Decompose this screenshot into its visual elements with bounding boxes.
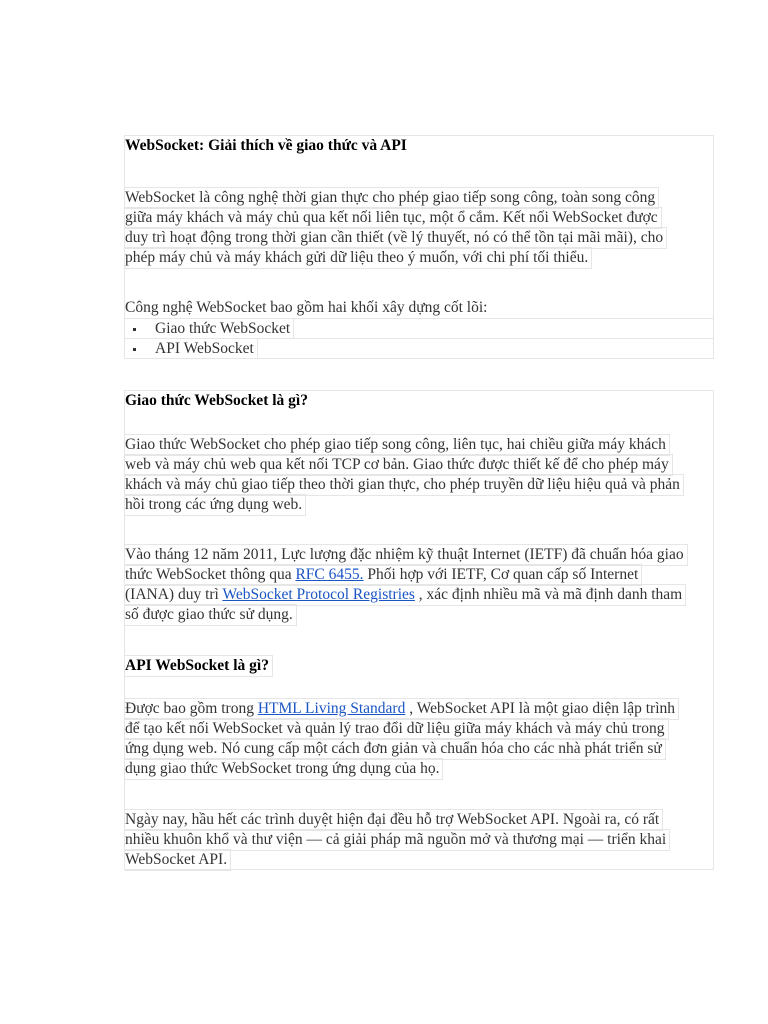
- list-item-label: Giao thức WebSocket: [155, 319, 294, 339]
- core-components-intro: Công nghệ WebSocket bao gồm hai khối xây dựng cốt lõi:: [125, 299, 488, 316]
- bullet-icon: [133, 328, 136, 331]
- api-paragraph-line-1: [125, 698, 679, 720]
- api-line-1-prefix: Được bao gồm trong: [125, 700, 258, 717]
- heading-websocket-intro: WebSocket: Giải thích về giao thức và API: [125, 137, 407, 154]
- ietf-paragraph-line-1: Vào tháng 12 năm 2011, Lực lượng đặc nhiệm kỹ thuật Internet (IETF) đã chuẩn hóa giao: [125, 544, 688, 566]
- support-paragraph-line-1: Ngày nay, hầu hết các trình duyệt hiện đại đều hỗ trợ WebSocket API. Ngoài ra, có rất: [125, 809, 663, 831]
- protocol-paragraph-line-4: hồi trong các ứng dụng web.: [125, 494, 306, 516]
- api-line-1-suffix: , WebSocket API là một giao diện lập trình: [405, 700, 676, 717]
- api-paragraph-line-2: để tạo kết nối WebSocket và quản lý trao đổi dữ liệu giữa máy khách và máy chủ trong: [125, 718, 669, 740]
- ietf-line-2-prefix: thức WebSocket thông qua: [125, 566, 296, 583]
- protocol-paragraph-line-3: khách và máy chủ giao tiếp theo thời gian thực, cho phép truyền dữ liệu hiệu quả và phản: [125, 474, 684, 496]
- list-item: [125, 318, 713, 339]
- intro-paragraph-line-2: giữa máy khách và máy chủ qua kết nối liên tục, một ổ cắm. Kết nối WebSocket được: [125, 207, 662, 229]
- intro-paragraph-line-4: phép máy chủ và máy khách gửi dữ liệu theo ý muốn, với chi phí tối thiểu.: [125, 247, 592, 269]
- ietf-paragraph-line-2: [125, 564, 642, 586]
- intro-paragraph-line-1: WebSocket là công nghệ thời gian thực cho phép giao tiếp song công, toàn song công: [125, 187, 659, 209]
- support-paragraph-line-2: nhiều khuôn khổ và thư viện — cả giải pháp mã nguồn mở và thương mại — triển khai: [125, 829, 670, 851]
- protocol-paragraph-line-1: Giao thức WebSocket cho phép giao tiếp song công, liên tục, hai chiều giữa máy khách: [125, 434, 670, 456]
- ietf-line-2-suffix: Phối hợp với IETF, Cơ quan cấp số Internet: [363, 566, 639, 583]
- heading-websocket-api: API WebSocket là gì?: [125, 655, 273, 677]
- section-websocket-intro: [124, 135, 714, 359]
- protocol-paragraph-line-2: web và máy chủ web qua kết nối TCP cơ bản. Giao thức được thiết kế để cho phép máy: [125, 454, 673, 476]
- ietf-line-3-suffix: , xác định nhiều mã và mã định danh tham: [414, 586, 683, 603]
- ietf-paragraph-line-3: [125, 584, 686, 606]
- list-item-label: API WebSocket: [155, 339, 258, 359]
- html-living-standard-link[interactable]: HTML Living Standard: [257, 700, 406, 717]
- support-paragraph-line-3: WebSocket API.: [125, 849, 231, 871]
- ietf-line-3-prefix: (IANA) duy trì: [125, 586, 223, 603]
- intro-paragraph-line-3: duy trì hoạt động trong thời gian cần thiết (về lý thuyết, nó có thể tồn tại mãi mãi), cho: [125, 227, 667, 249]
- list-item: [125, 338, 713, 359]
- rfc-6455-link[interactable]: RFC 6455.: [295, 566, 364, 583]
- section-websocket-protocol-api: [124, 390, 714, 870]
- api-paragraph-line-4: dụng giao thức WebSocket trong ứng dụng của họ.: [125, 758, 443, 780]
- websocket-protocol-registries-link[interactable]: WebSocket Protocol Registries: [222, 586, 415, 603]
- ietf-paragraph-line-4: số được giao thức sử dụng.: [125, 604, 297, 626]
- bullet-icon: [133, 348, 136, 351]
- heading-websocket-protocol: Giao thức WebSocket là gì?: [125, 392, 308, 409]
- api-paragraph-line-3: ứng dụng web. Nó cung cấp một cách đơn giản và chuẩn hóa cho các nhà phát triển sử: [125, 738, 666, 760]
